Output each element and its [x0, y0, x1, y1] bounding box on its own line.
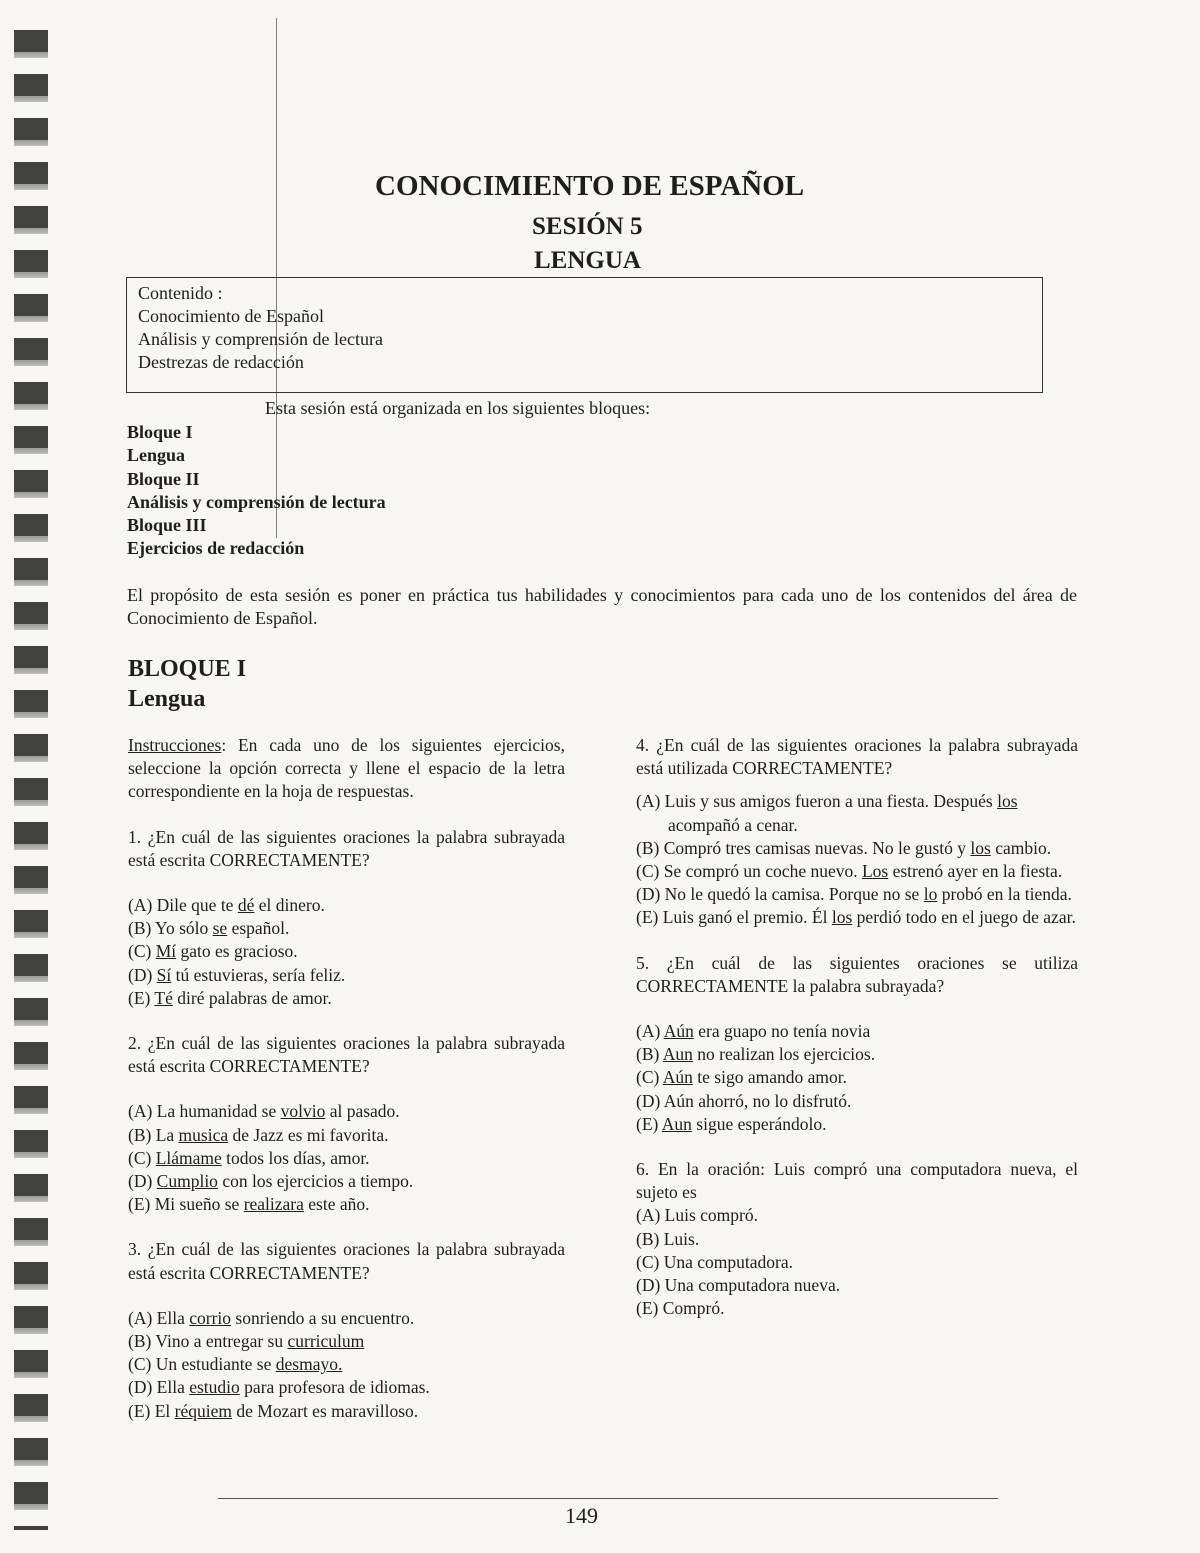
answer-option — [128, 964, 565, 987]
section-title: BLOQUE I — [128, 656, 247, 682]
option-text: estrenó ayer en la fiesta. — [888, 861, 1063, 882]
answer-option — [636, 1066, 1078, 1089]
option-text: no realizan los ejercicios. — [692, 1044, 876, 1065]
instructions — [128, 734, 565, 804]
option-text: (B) — [636, 1044, 663, 1065]
question-2 — [128, 1032, 565, 1216]
contents-box — [126, 277, 1043, 393]
option-text: para profesora de idiomas. — [239, 1377, 430, 1398]
underlined-word: dé — [237, 895, 255, 916]
underlined-word: Cumplio — [156, 1171, 218, 1192]
option-text: el dinero. — [254, 895, 325, 916]
option-text: (C) — [636, 1067, 663, 1088]
option-text: (B) Yo sólo — [128, 918, 213, 939]
option-text: (C) Un estudiante se — [128, 1354, 276, 1375]
option-text: (D) — [128, 1171, 157, 1192]
answer-option — [128, 1353, 565, 1376]
underlined-word: los — [970, 837, 991, 858]
contents-heading: Contenido : — [138, 283, 223, 303]
underlined-word: Aun — [661, 1113, 692, 1134]
organization-intro: Esta sesión está organizada en los siguientes bloques: — [265, 398, 651, 418]
question-1 — [128, 826, 565, 1010]
option-text: te sigo amando amor. — [692, 1067, 847, 1088]
option-text: con los ejercicios a tiempo. — [217, 1171, 414, 1192]
option-text: al pasado. — [325, 1101, 400, 1122]
question-stem: 4. ¿En cuál de las siguientes oraciones la palabra subrayada está utilizada CORRECTAMENTE? — [636, 735, 1078, 779]
subject-title: LENGUA — [534, 247, 641, 274]
underlined-word: lo — [923, 884, 938, 905]
footer-rule — [218, 1498, 998, 1499]
option-text: probó en la tienda. — [937, 884, 1072, 905]
answer-option — [636, 860, 1078, 883]
underlined-word: Aun — [662, 1044, 693, 1065]
option-text: (A) Dile que te — [128, 895, 238, 916]
answer-option — [128, 1124, 565, 1147]
left-column — [128, 734, 565, 1423]
answer-option — [128, 1400, 565, 1423]
question-3 — [128, 1238, 565, 1422]
section-heading — [128, 654, 246, 714]
session-title: SESIÓN 5 — [532, 213, 643, 240]
option-text: (D) Ella — [128, 1377, 190, 1398]
answer-option — [636, 1090, 1078, 1113]
answer-option — [636, 1228, 1078, 1251]
option-text: (A) La humanidad se — [128, 1101, 281, 1122]
option-text: tú estuvieras, sería feliz. — [171, 964, 346, 985]
block-item: Bloque III — [127, 515, 207, 536]
answer-option — [636, 1043, 1078, 1066]
option-text: sigue esperándolo. — [691, 1113, 827, 1134]
option-text: (A) Luis compró. — [636, 1205, 758, 1226]
block-item: Bloque II — [127, 468, 200, 489]
answer-option — [636, 906, 1078, 929]
underlined-word: los — [831, 907, 853, 928]
underlined-word: Té — [154, 987, 173, 1008]
instructions-text: : En cada uno de los siguientes ejercicios, seleccione la opción correcta y llene el espacio de la letra correspondiente en la hoja de respuestas. — [128, 735, 565, 802]
option-text: de Mozart es maravilloso. — [232, 1400, 419, 1421]
answer-option — [636, 1020, 1078, 1043]
option-text: (B) Compró tres camisas nuevas. No le gustó y — [636, 837, 971, 858]
option-text: de Jazz es mi favorita. — [228, 1124, 389, 1145]
underlined-word: se — [212, 918, 228, 939]
answer-option — [128, 1330, 565, 1353]
option-text: (D) No le quedó la camisa. Porque no se — [636, 884, 924, 905]
answer-option — [128, 917, 565, 940]
answer-option — [128, 1147, 565, 1170]
right-questions — [636, 734, 1078, 1320]
page-number: 149 — [565, 1503, 598, 1528]
answer-option — [636, 1274, 1078, 1297]
answer-option — [636, 1297, 1078, 1320]
answer-option — [636, 837, 1078, 860]
option-text: (B) Luis. — [636, 1228, 700, 1249]
option-text: (D) — [128, 964, 157, 985]
option-text: (E) Compró. — [636, 1298, 725, 1319]
block-item: Ejercicios de redacción — [127, 538, 305, 559]
option-text: (B) La — [128, 1124, 179, 1145]
question-6 — [636, 1158, 1078, 1320]
question-stem: 5. ¿En cuál de las siguientes oraciones se utiliza CORRECTAMENTE la palabra subrayada? — [636, 952, 1078, 996]
underlined-word: réquiem — [174, 1400, 232, 1421]
answer-option — [128, 1170, 565, 1193]
answer-option — [128, 940, 565, 963]
contents-item: Destrezas de redacción — [138, 352, 304, 372]
option-text: cambio. — [990, 837, 1052, 858]
underlined-word: Los — [861, 861, 889, 882]
question-stem: 1. ¿En cuál de las siguientes oraciones la palabra subrayada está escrita CORRECTAMENTE? — [128, 826, 565, 870]
underlined-word: desmayo. — [275, 1354, 343, 1375]
block-item: Bloque I — [127, 422, 193, 442]
option-text: (C) — [128, 1147, 156, 1168]
option-text: era guapo no tenía novia — [693, 1021, 871, 1042]
answer-option — [128, 1376, 565, 1399]
option-text: (D) Una computadora nueva. — [636, 1275, 841, 1296]
answer-option — [636, 883, 1078, 906]
option-text: (A) Luis y sus amigos fueron a una fiesta. Después — [636, 791, 998, 812]
left-questions — [128, 826, 565, 1423]
right-column — [636, 734, 1078, 1320]
option-text: (B) Vino a entregar su — [128, 1331, 288, 1352]
underlined-word: volvio — [280, 1101, 326, 1122]
option-text: (E) Mi sueño se — [128, 1194, 244, 1215]
option-text: (D) Aún ahorró, no lo disfrutó. — [636, 1090, 852, 1111]
question-5 — [636, 952, 1078, 1136]
page-title: CONOCIMIENTO DE ESPAÑOL — [375, 170, 805, 202]
answer-option — [128, 987, 565, 1010]
underlined-word: Aún — [662, 1067, 693, 1088]
option-text: (E) — [636, 1113, 662, 1134]
contents-item: Conocimiento de Español — [138, 306, 324, 326]
option-text: (C) — [128, 941, 156, 962]
underlined-word: musica — [178, 1124, 229, 1145]
underlined-word: estudio — [189, 1377, 240, 1398]
spiral-binding — [14, 30, 48, 1530]
underlined-word: Aún — [663, 1021, 694, 1042]
option-text: (E) — [128, 987, 155, 1008]
underlined-word: los — [997, 791, 1018, 812]
purpose-text: El propósito de esta sesión es poner en práctica tus habilidades y conocimientos para cada uno de los contenidos del área de Conocimiento de Español. — [127, 585, 1077, 628]
contents-item: Análisis y comprensión de lectura — [138, 329, 383, 349]
option-text: (A) — [636, 1021, 664, 1042]
question-stem: 6. En la oración: Luis compró una computadora nueva, el sujeto es — [636, 1159, 1078, 1203]
block-item: Lengua — [127, 445, 186, 466]
answer-option — [636, 1113, 1078, 1136]
option-text: sonriendo a su encuentro. — [231, 1307, 415, 1328]
underlined-word: corrio — [189, 1307, 232, 1328]
instructions-label: Instrucciones — [128, 735, 222, 755]
underlined-word: realizara — [243, 1194, 304, 1215]
answer-option — [128, 894, 565, 917]
option-text: diré palabras de amor. — [172, 987, 332, 1008]
option-text: (A) Ella — [128, 1307, 190, 1328]
option-text: español. — [227, 918, 290, 939]
answer-option — [636, 1251, 1078, 1274]
option-text: (E) Luis ganó el premio. Él — [636, 907, 832, 928]
section-subtitle: Lengua — [128, 686, 206, 712]
question-stem: 3. ¿En cuál de las siguientes oraciones la palabra subrayada está escrita CORRECTAMENTE? — [128, 1239, 565, 1283]
option-text: gato es gracioso. — [176, 941, 298, 962]
question-stem: 2. ¿En cuál de las siguientes oraciones la palabra subrayada está escrita CORRECTAMENTE? — [128, 1033, 565, 1077]
answer-option — [636, 1204, 1078, 1227]
option-text: (C) Una computadora. — [636, 1251, 793, 1272]
question-4 — [636, 734, 1078, 930]
purpose-paragraph — [127, 584, 1077, 630]
block-list — [127, 421, 386, 561]
option-text: este año. — [303, 1194, 370, 1215]
answer-option — [128, 1307, 565, 1330]
underlined-word: Mí — [155, 941, 177, 962]
option-text: (C) Se compró un coche nuevo. — [636, 861, 862, 882]
option-text: acompañó a cenar. — [668, 814, 798, 835]
underlined-word: Llámame — [155, 1147, 222, 1168]
option-text: (E) El — [128, 1400, 175, 1421]
answer-option — [636, 790, 1078, 836]
answer-option — [128, 1193, 565, 1216]
block-item: Análisis y comprensión de lectura — [127, 491, 386, 512]
answer-option — [128, 1100, 565, 1123]
option-text: perdió todo en el juego de azar. — [852, 907, 1076, 928]
underlined-word: curriculum — [287, 1331, 365, 1352]
underlined-word: Sí — [156, 964, 172, 985]
option-text: todos los días, amor. — [221, 1147, 370, 1168]
